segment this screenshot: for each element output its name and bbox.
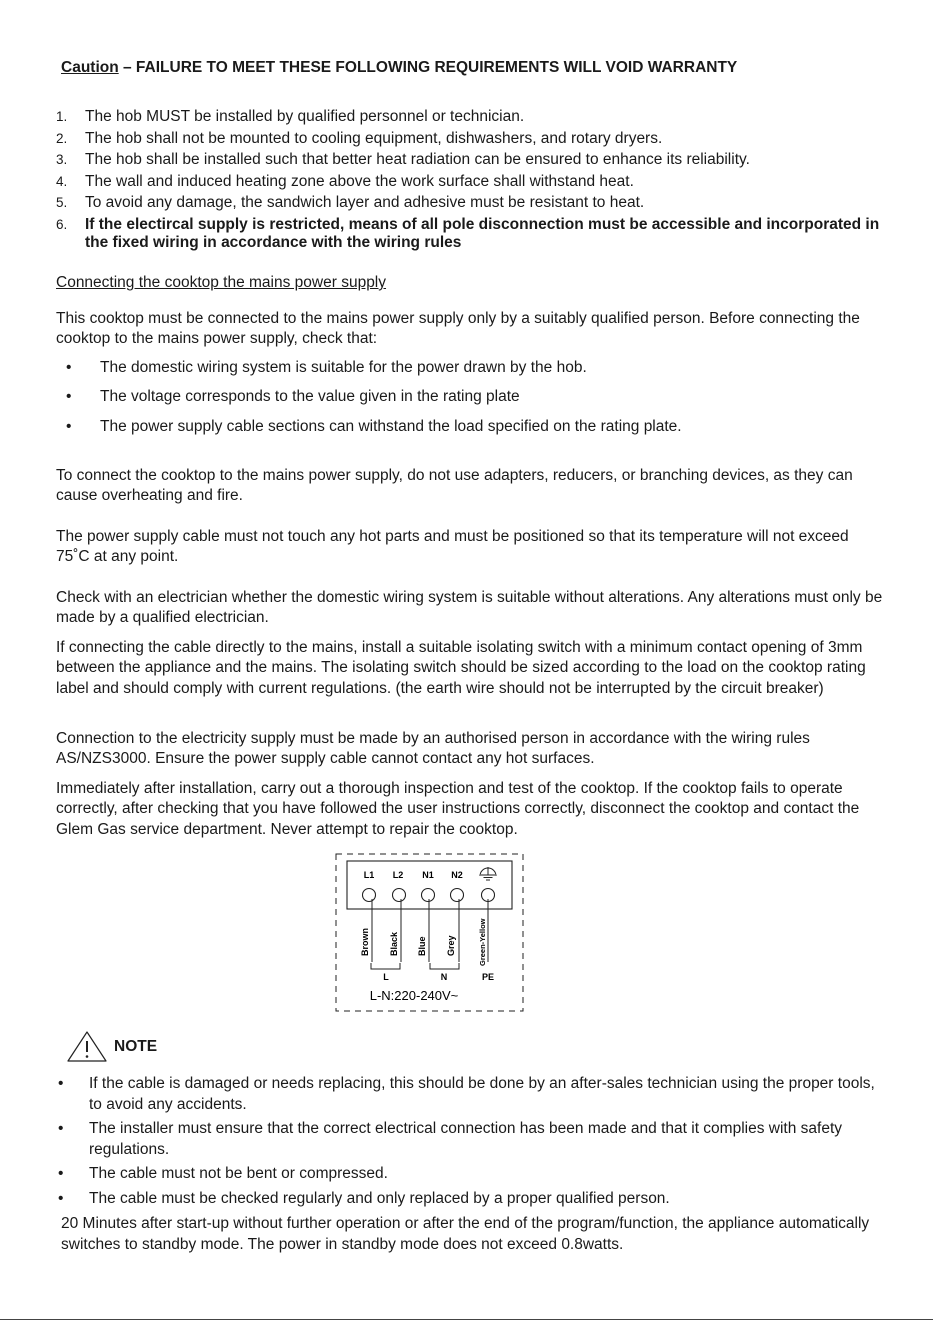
list-item — [56, 1164, 886, 1185]
wiring-diagram-svg — [330, 849, 530, 1019]
intro-paragraph: This cooktop must be connected to the mains power supply only by a suitably qualified person. Before connecting the cooktop to the mains power supply, check that: — [56, 310, 860, 348]
earth-icon — [480, 867, 496, 880]
hot-parts-paragraph: The power supply cable must not touch any hot parts and must be positioned so that its temperature will not exceed 75˚C at any point. — [56, 528, 849, 566]
list-text: The voltage corresponds to the value given in the rating plate — [100, 388, 520, 406]
bullet-dot: • — [58, 1165, 64, 1182]
group-bracket-l — [371, 963, 400, 969]
list-text: If the cable is damaged or needs replacing, this should be done by an after-sales technician using the proper tools, to avoid any accidents. — [89, 1075, 875, 1113]
group-label-n: N — [440, 972, 448, 982]
list-item — [56, 417, 886, 446]
terminal-screw — [451, 889, 464, 902]
group-label-l: L — [383, 972, 389, 982]
warning-icon — [66, 1030, 108, 1064]
adapters-paragraph: To connect the cooktop to the mains power supply, do not use adapters, reducers, or branching devices, as they can cause overheating and fire. — [56, 467, 853, 505]
list-text: If the electircal supply is restricted, means of all pole disconnection must be accessible and incorporated in the fixed wiring in accordance with the wiring rules — [85, 215, 880, 251]
note-list — [56, 1074, 886, 1213]
checks-list — [56, 358, 886, 446]
bullet-dot: • — [58, 1120, 64, 1137]
terminal-label-n2: N2 — [451, 870, 463, 880]
bullet-dot: • — [58, 1189, 64, 1207]
list-item — [56, 128, 886, 150]
inspection-paragraph: Immediately after installation, carry out a thorough inspection and test of the cooktop. If the cooktop fails to operate correctly, after checking that you have followed the user instructions correctly, disconnect the cooktop and contact the Glem Gas service department. Never attempt to repair the cooktop. — [56, 780, 860, 838]
list-item — [56, 106, 886, 128]
list-item — [56, 387, 886, 416]
list-text: The installer must ensure that the correct electrical connection has been made and that it complies with safety regulations. — [89, 1120, 842, 1158]
wiring-diagram — [330, 849, 530, 1019]
terminal-screw — [422, 889, 435, 902]
caution-label: Caution — [61, 59, 119, 76]
list-number: 5. — [56, 195, 68, 211]
terminal-label-n1: N1 — [422, 870, 434, 880]
wire-label-blue: Blue — [417, 936, 427, 956]
list-number: 2. — [56, 130, 68, 146]
list-text: The hob shall be installed such that better heat radiation can be ensured to enhance its reliability. — [85, 151, 750, 169]
note-label: NOTE — [114, 1038, 158, 1055]
caution-heading — [61, 59, 737, 77]
bullet-dot: • — [66, 388, 72, 406]
wire-label-black: Black — [389, 931, 399, 956]
bullet-dot: • — [58, 1075, 64, 1092]
terminal-screw — [393, 889, 406, 902]
terminal-screw — [363, 889, 376, 902]
list-text: The cable must not be bent or compressed. — [89, 1165, 388, 1182]
list-number: 3. — [56, 152, 68, 168]
note-heading — [66, 1030, 266, 1064]
electrician-paragraph: Check with an electrician whether the domestic wiring system is suitable without alterations. Any alterations must only be made by a qualified electrician. — [56, 589, 883, 627]
standby-paragraph: 20 Minutes after start-up without further operation or after the end of the program/function, the appliance automatically switches to standby mode. The power in standby mode does not exceed 0.8watts. — [61, 1215, 870, 1253]
list-item — [56, 358, 886, 387]
list-item — [56, 192, 886, 214]
list-number: 6. — [56, 216, 68, 232]
list-text: The hob shall not be mounted to cooling equipment, dishwashers, and rotary dryers. — [85, 129, 663, 147]
bullet-dot: • — [66, 417, 72, 435]
list-text: To avoid any damage, the sandwich layer and adhesive must be resistant to heat. — [85, 194, 645, 212]
list-item — [56, 149, 886, 171]
list-item — [56, 1189, 886, 1210]
list-item — [56, 1119, 886, 1160]
wire-label-brown: Brown — [360, 928, 370, 956]
section-heading: Connecting the cooktop the mains power supply — [56, 274, 387, 291]
page-divider — [0, 1319, 933, 1320]
requirements-list — [56, 106, 886, 252]
list-item — [56, 1074, 886, 1115]
list-text: The domestic wiring system is suitable for the power drawn by the hob. — [100, 359, 587, 376]
wire-label-grey: Grey — [446, 935, 456, 956]
list-number: 1. — [56, 109, 68, 124]
bullet-dot: • — [66, 359, 72, 376]
isolating-switch-paragraph: If connecting the cable directly to the mains, install a suitable isolating switch with a minimum contact opening of 3mm between the appliance and the mains. The isolating switch should be sized according to the load on the cooktop rating label and should comply with current regulations. (the earth wire should not be interrupted by the circuit breaker) — [56, 639, 866, 697]
terminal-label-l1: L1 — [363, 870, 375, 880]
terminal-label-l2: L2 — [392, 870, 404, 880]
list-text: The hob MUST be installed by qualified personnel or technician. — [85, 108, 525, 125]
list-item-bold — [56, 214, 886, 252]
authorised-paragraph: Connection to the electricity supply must be made by an authorised person in accordance with the wiring rules AS/NZS3000. Ensure the power supply cable cannot contact any hot surfaces. — [56, 730, 810, 768]
list-text: The wall and induced heating zone above the work surface shall withstand heat. — [85, 172, 634, 190]
voltage-label: L-N:220-240V~ — [369, 988, 459, 1003]
group-label-pe: PE — [481, 972, 495, 982]
list-text: The cable must be checked regularly and only replaced by a proper qualified person. — [89, 1189, 670, 1207]
list-text: The power supply cable sections can withstand the load specified on the rating plate. — [100, 417, 682, 435]
caution-text: – FAILURE TO MEET THESE FOLLOWING REQUIREMENTS WILL VOID WARRANTY — [118, 59, 738, 76]
group-bracket-n — [430, 963, 459, 969]
list-item — [56, 171, 886, 193]
wire-label-green-yellow: Green-Yellow — [478, 918, 487, 966]
list-number: 4. — [56, 173, 68, 189]
